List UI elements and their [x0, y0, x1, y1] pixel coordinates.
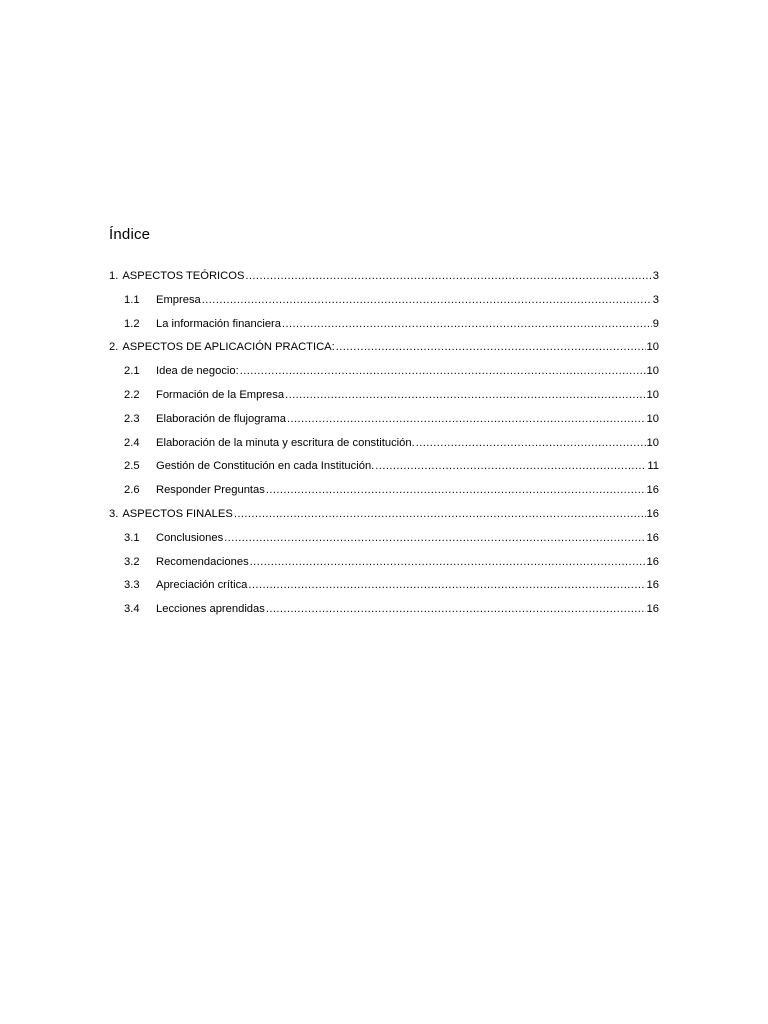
- toc-dot-leader: [375, 460, 646, 472]
- toc-dot-leader: [285, 389, 645, 401]
- toc-entry-label: Gestión de Constitución en cada Institución.: [156, 460, 375, 473]
- toc-entry-page: 16: [646, 555, 659, 568]
- toc-entry-page: 10: [646, 341, 659, 354]
- toc-entry-2-3[interactable]: [109, 413, 659, 437]
- toc-entry-2-2[interactable]: [109, 389, 659, 413]
- toc-dot-leader: [287, 413, 646, 425]
- toc-dot-leader: [282, 318, 652, 330]
- toc-dot-leader: [224, 532, 645, 544]
- toc-dot-leader: [202, 294, 652, 306]
- toc-entry-page: 16: [646, 603, 659, 616]
- toc-entry-number: 2.3: [124, 412, 140, 425]
- toc-entry-number: 1.1: [124, 293, 140, 306]
- toc-entry-number: 2.6: [124, 484, 140, 497]
- toc-entry-label: Lecciones aprendidas: [156, 603, 265, 616]
- toc-entry-page: 16: [646, 579, 659, 592]
- toc-entry-number: 2.4: [124, 436, 140, 449]
- toc-dot-leader: [248, 579, 645, 591]
- toc-entry-2-4[interactable]: [109, 437, 659, 461]
- toc-entry-number: 3.2: [124, 555, 140, 568]
- toc-dot-leader: [336, 341, 646, 353]
- toc-entry-label: ASPECTOS DE APLICACIÓN PRACTICA:: [122, 341, 335, 354]
- toc-entry-number: 3.: [109, 507, 119, 520]
- toc-entry-2-1[interactable]: [109, 365, 659, 389]
- toc-entry-page: 16: [646, 531, 659, 544]
- toc-entry-3-1[interactable]: [109, 532, 659, 556]
- toc-entry-number: 3.3: [124, 579, 140, 592]
- toc-dot-leader: [266, 603, 646, 615]
- toc-entry-page: 10: [646, 365, 659, 378]
- toc-entry-label: ASPECTOS TEÓRICOS: [122, 270, 245, 282]
- toc-entry-3-3[interactable]: [109, 579, 659, 603]
- toc-entry-page: 16: [646, 507, 659, 520]
- toc-entry-page: 3: [652, 293, 659, 306]
- toc-entry-label: Empresa: [156, 293, 201, 306]
- toc-entry-page: 16: [646, 484, 659, 497]
- toc-entry-1-2[interactable]: [109, 318, 659, 342]
- toc-entry-3[interactable]: [109, 508, 659, 532]
- toc-entry-page: 10: [646, 436, 659, 449]
- toc-dot-leader: [240, 365, 646, 377]
- toc-entry-label: Formación de la Empresa: [156, 388, 285, 401]
- toc-entry-number: 1.: [109, 270, 119, 282]
- toc-entry-page: 10: [646, 412, 659, 425]
- toc-entry-page: 10: [646, 388, 659, 401]
- toc-entry-3-4[interactable]: [109, 603, 659, 627]
- toc-entry-number: 3.1: [124, 531, 140, 544]
- toc-dot-leader: [245, 270, 651, 282]
- toc-entry-label: Idea de negocio:: [156, 365, 239, 378]
- toc-entry-number: 3.4: [124, 603, 140, 616]
- toc-entry-1[interactable]: [109, 270, 659, 294]
- toc-dot-leader: [416, 437, 646, 449]
- toc-entry-1-1[interactable]: [109, 294, 659, 318]
- toc-entry-label: Conclusiones: [156, 531, 224, 544]
- toc-entry-label: ASPECTOS FINALES: [122, 507, 233, 520]
- toc-dot-leader: [234, 508, 646, 520]
- toc-title: Índice: [109, 226, 151, 243]
- toc-entry-2[interactable]: [109, 341, 659, 365]
- toc-entry-number: 2.5: [124, 460, 140, 473]
- toc-dot-leader: [250, 556, 646, 568]
- toc-entry-number: 1.2: [124, 317, 140, 330]
- toc-entry-page: 11: [647, 460, 659, 473]
- toc-entry-label: Responder Preguntas: [156, 484, 265, 497]
- toc-entry-label: Elaboración de flujograma: [156, 412, 286, 425]
- toc-entry-page: 9: [652, 317, 659, 330]
- toc-entry-label: Recomendaciones: [156, 555, 249, 568]
- toc-list: [109, 270, 659, 627]
- toc-dot-leader: [266, 484, 646, 496]
- toc-entry-number: 2.: [109, 341, 119, 354]
- toc-entry-number: 2.1: [124, 365, 140, 378]
- toc-entry-label: Elaboración de la minuta y escritura de constitución.: [156, 436, 415, 449]
- toc-entry-3-2[interactable]: [109, 556, 659, 580]
- toc-entry-2-6[interactable]: [109, 484, 659, 508]
- toc-entry-label: La información financiera: [156, 317, 281, 330]
- toc-entry-2-5[interactable]: [109, 460, 659, 484]
- toc-entry-label: Apreciación crítica: [156, 579, 248, 592]
- toc-entry-number: 2.2: [124, 388, 140, 401]
- toc-entry-page: 3: [652, 270, 659, 282]
